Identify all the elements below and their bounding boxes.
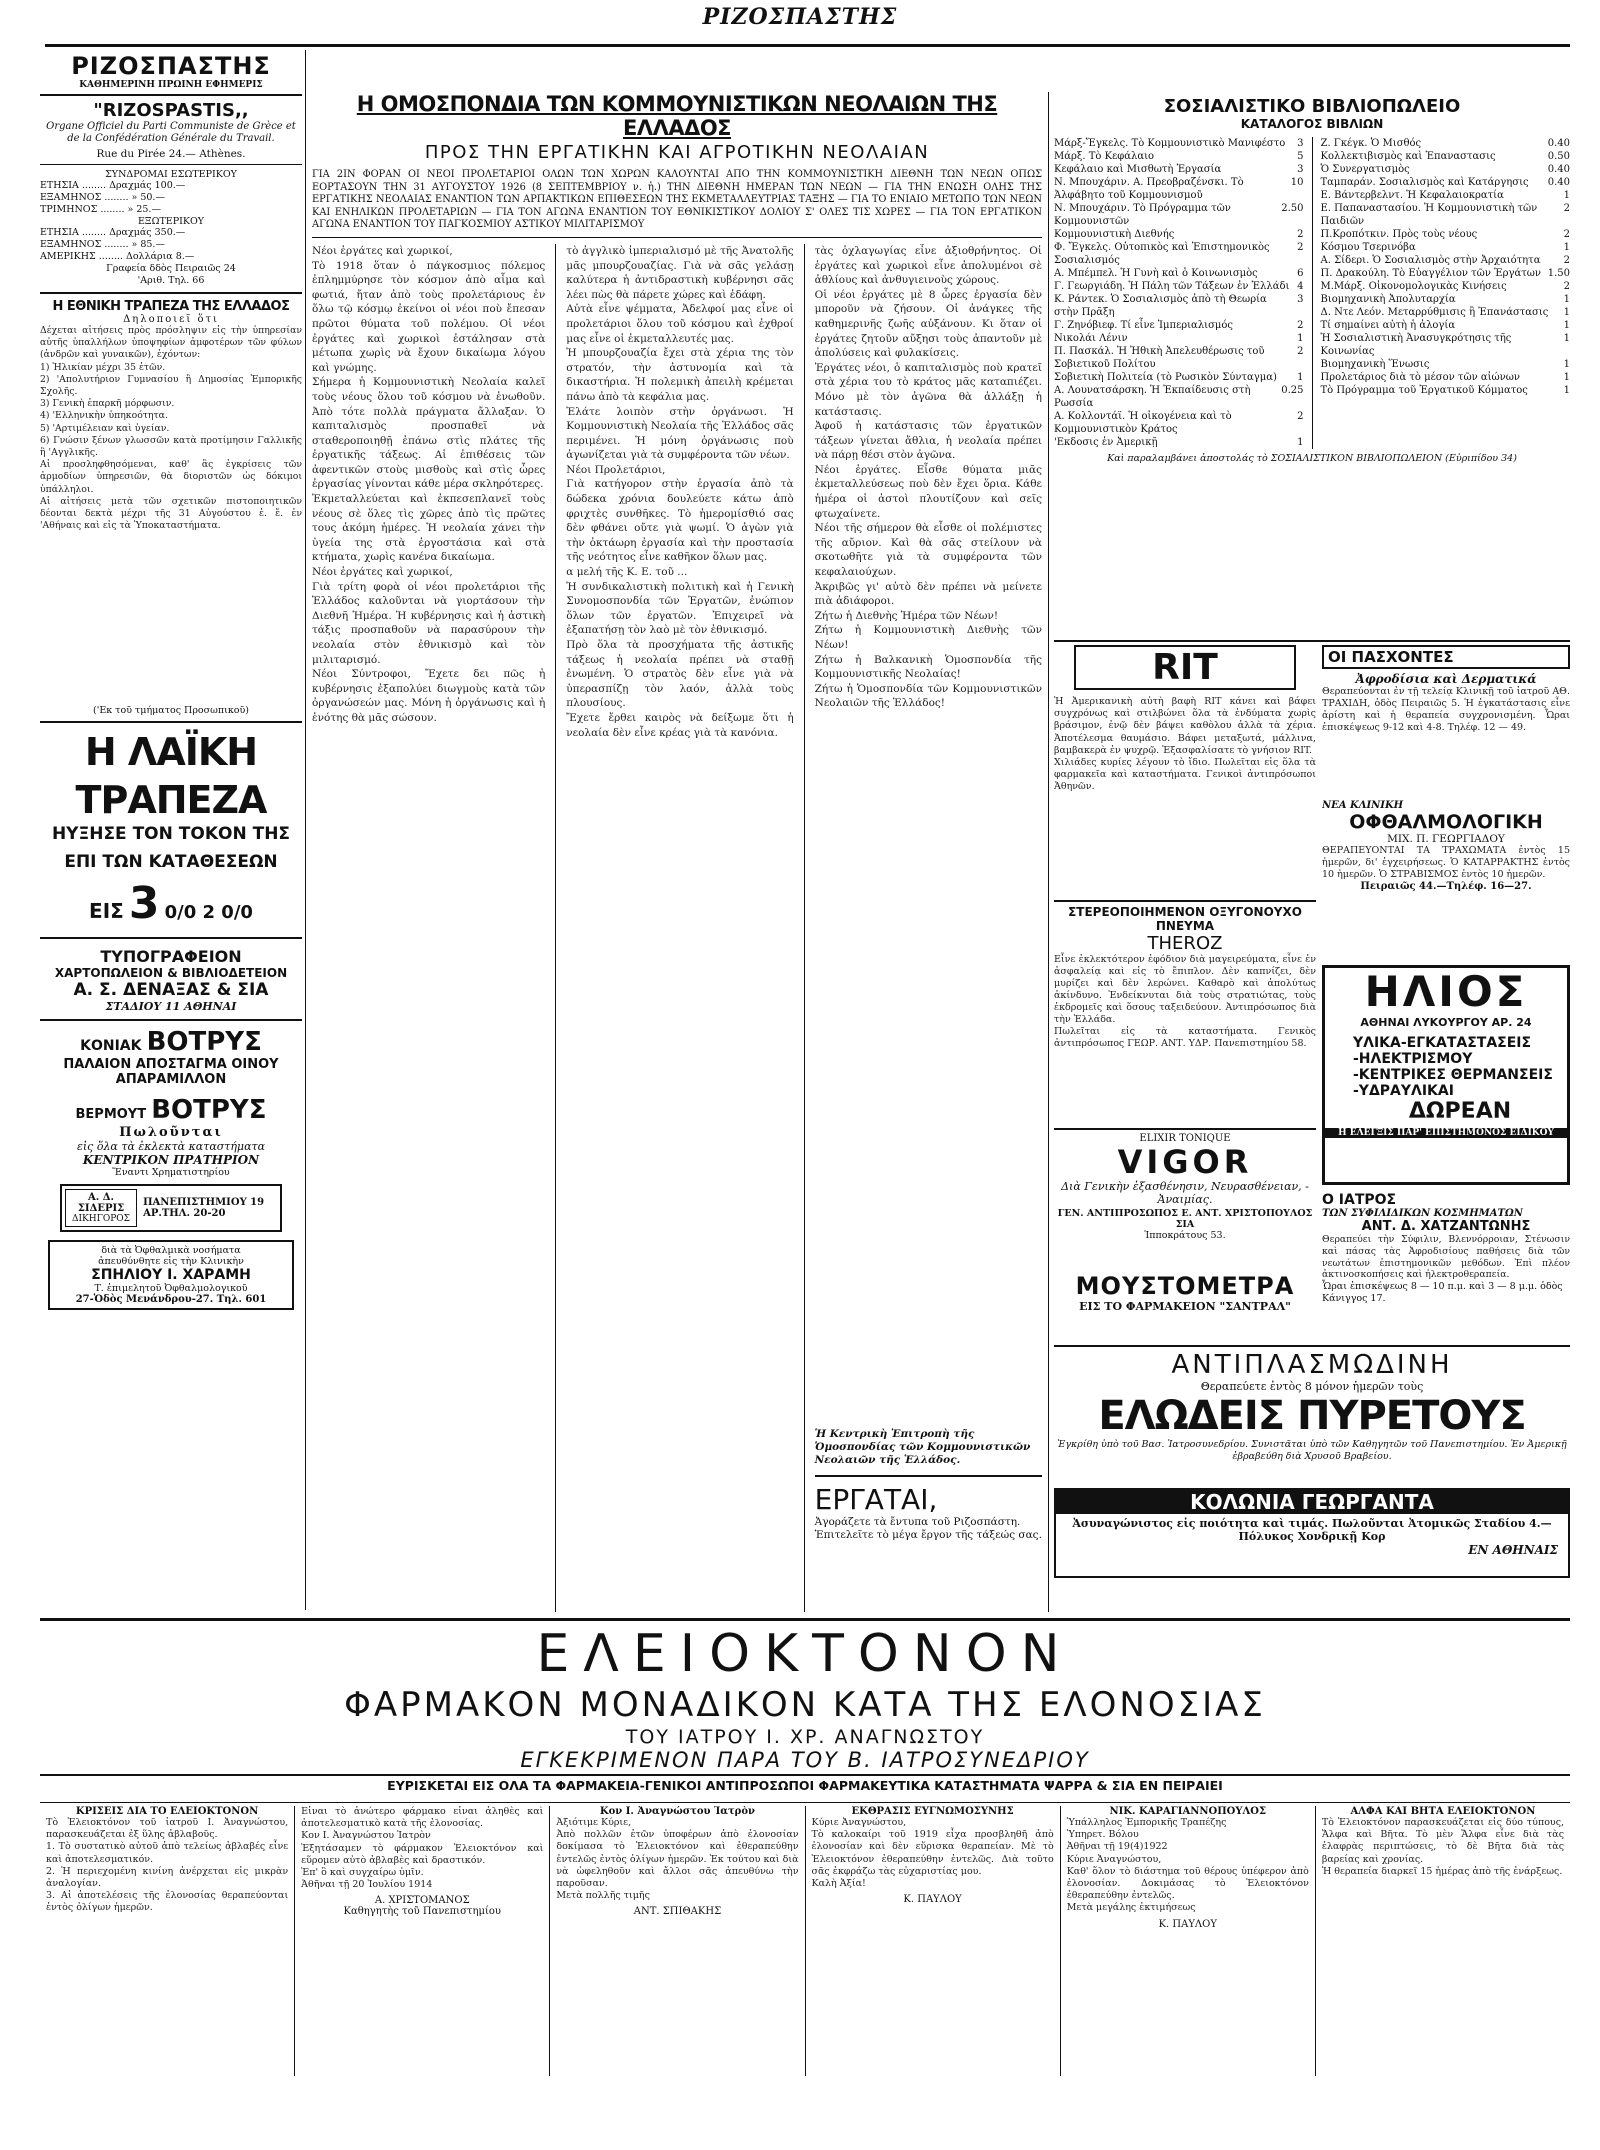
testimonial-column — [805, 1806, 1060, 2076]
book-title: Π. Δρακούλη. Τὸ Εὐαγγέλιον τῶν Ἐργάτων — [1320, 268, 1541, 279]
book-item — [1054, 267, 1304, 280]
book-price: 5 — [1297, 151, 1304, 162]
book-item — [1321, 150, 1571, 163]
book-price: 1 — [1563, 307, 1570, 318]
article-subtitle: ΠΡΟΣ ΤΗΝ ΕΡΓΑΤΙΚΗΝ ΚΑΙ ΑΓΡΟΤΙΚΗΝ ΝΕΟΛΑΙΑΝ — [424, 142, 930, 163]
book-price: 1 — [1563, 333, 1570, 344]
book-price: 3 — [1297, 294, 1304, 305]
sufferers-subtitle: Ἀφροδίσια καὶ Δερματικά — [1355, 672, 1537, 686]
book-list-right — [1321, 137, 1571, 449]
article-lead: ΓΙΑ 2ΙΝ ΦΟΡΑΝ ΟΙ ΝΕΟΙ ΠΡΟΛΕΤΑΡΙΟΙ ΟΛΩΝ ΤΩΝ ΧΩΡΩΝ ΚΑΛΟΥΝΤΑΙ ΑΠΟ ΤΗΝ ΚΟΜΜΟΥΝΙΣΤΙΚΗ ΔΙΕΘΝΗ ΤΩΝ ΝΕΩΝ ΟΠΩΣ ΕΟΡΤΑΣΟΥΝ ΤΗΝ 31 ΑΥΓΟΥΣΤΟΥ 1926 (8 ΣΕΠΤΕΜΒΡΙΟΥ ν. ἡ.) ΤΗΝ ΔΙΕΘΝΗ ΗΜΕΡΑΝ ΤΩΝ ΝΕΩΝ — ΓΙΑ ΤΗΝ ΕΝΩΣΗ ΟΛΗΣ ΤΗΣ ΕΡΓΑΤΙΚΗΣ ΝΕΟΛΑΙΑΣ ΕΝΑΝΤΙΟΝ ΤΩΝ ΑΡΠΑΚΤΙΚΩΝ ΕΠΙΘΕΣΕΩΝ ΤΗΣ ΕΚΜΕΤΑΛΛΕΥΤΡΙΑΣ ΤΑΞΗΣ — ΓΙΑ ΤΟ ΕΝΙΑΙΟ ΜΕΤΩΠΟ ΤΩΝ ΝΕΩΝ ΚΑΙ ΕΝΗΛΙΚΩΝ ΠΡΟΛΕΤΑΡΙΩΝ — ΓΙΑ ΤΟΝ ΑΓΩΝΑ ΕΝΑΝΤΙΟΝ ΤΟΥ ΕΘΝΙΚΙΣΤΙΚΟΥ ΔΟΛΙΟΥ Σ' ΟΛΕΣ ΤΙΣ ΧΩΡΕΣ — ΓΙΑ ΤΟΝ ΕΡΓΑΤΙΚΟΝ ΑΓΩΝΑ ΕΝΑΝΤΙΟΝ ΤΟΥ ΠΑΓΚΟΣΜΙΟΥ ΑΣΤΙΚΟΥ ΜΙΛΙΤΑΡΙΣΜΟΥ — [312, 169, 1042, 238]
ophthalmology-address: Πειραιῶς 44.—Τηλέφ. 16—27. — [1360, 881, 1532, 892]
testimonial-heading: ΝΙΚ. ΚΑΡΑΓΙΑΝΝΟΠΟΥΛΟΣ — [1109, 1806, 1267, 1817]
book-price: 1 — [1297, 372, 1304, 383]
book-item — [1054, 410, 1304, 436]
book-price: 1 — [1563, 190, 1570, 201]
book-price: 0.50 — [1547, 151, 1570, 162]
book-item — [1054, 241, 1304, 267]
book-price: 0.25 — [1281, 385, 1304, 396]
bank-text: Δέχεται αἰτήσεις πρὸς πρόσληψιν εἰς τὴν ὑπηρεσίαν αὐτῆς ὑπαλλήλων ὑποψηφίων ἀμφοτέρων τῶν φύλων (ἀνδρῶν καὶ γυναικῶν), ἐχόντων: 1) Ἡλικίαν μέχρι 35 ἐτῶν. 2) 'Απολυτήριον Γυμνασίου ἢ Δημοσίας Ἐμπορικῆς Σχολῆς. 3) Γενικὴ ἐπαρκῆ μόρφωσιν. 4) 'Ελληνικὴν ὑπηκοότητα. 5) 'Αρτιμέλειαν καὶ ὑγείαν. 6) Γνώσιν ξένων γλωσσῶν κατὰ προτίμησιν Γαλλικῆς ἢ 'Αγγλικῆς. Αἱ προσληφθησόμεναι, καθ' ἃς ἐγκρίσεις τῶν ἀρμοδίων ὑπηρεσιῶν, θὰ διοριστῶν ὡς δόκιμοι ὑπάλληλοι. Αἱ αἰτήσεις μετὰ τῶν σχετικῶν πιστοποιητικῶν δέονται δεκτὰ μέχρι τῆς 31 Αὐγούστου ἐ. ἔ. ἐν 'Αθήναις καὶ εἰς τὰ Ὑποκαταστήματα. — [40, 325, 302, 532]
helios-lines — [1325, 1035, 1567, 1124]
book-price: 10 — [1290, 177, 1304, 188]
testimonial-signature: Κ. ΠΑΥΛΟΥ — [1158, 1918, 1217, 1930]
oxygen-ad — [1054, 900, 1316, 1120]
lawyer-title: ΔΙΚΗΓΟΡΟΣ — [72, 1214, 131, 1224]
helios-footer: Η ΕΛΕΓΞΙΣ ΠΑΡ' ΕΠΙΣΤΗΜΟΝΟΣ ΕΙΔΙΚΟΥ — [1325, 1128, 1567, 1138]
book-title: Α. Λουνατσάρσκη. Ἡ Ἐκπαίδευσις στὴ Ρωσσία — [1054, 385, 1251, 409]
antispasmodic-ad — [1054, 1350, 1570, 1480]
book-title: Ὁ Συνεργατισμὸς — [1320, 164, 1410, 175]
article-col-3: τὰς ὀχλαγωγίας εἶνε ἀξιοθρήνητος. Οἱ ἐργάτες καὶ χωρικοὶ εἶνε ἀπολυμένοι σὲ ἀθλίους καὶ ἀνθυγιεινοὺς χώρους. Οἱ νέοι ἐργάτες μὲ 8 ὧρες ἐργασία δὲν μποροῦν νὰ ζήσουν. Οἱ ἀνάγκες τῆς καθημερινῆς ζωῆς αὐξάνουν. Κι ὅταν οἱ ἐργάτες ζητοῦν αὔξησι τοὺς ἀπαντοῦν μὲ ἀπολύσεις καὶ φυλακίσεις. Ἐργάτες νέοι, ὁ καπιταλισμὸς ποὺ κρατεῖ στὰ χέρια του τὸ κράτος μᾶς καταπιέζει. Μόνο μὲ τὸν ἀγῶνα θὰ ἀλλάξῃ ἡ κατάστασις. Ἀφοῦ ἡ κατάστασις τῶν ἐργατικῶν τάξεων γίνεται ἄθλια, ἡ νεολαία πρέπει νὰ πάρῃ θέσι στὸν ἀγῶνα. Νέοι ἐργάτες. Εἶσθε θύματα μιᾶς ἐκμεταλλεύσεως ποὺ δὲν ἔχει ὅρια. Κάθε ἡμέρα οἱ ἀστοὶ πλουτίζουν καὶ σεῖς φτωχαίνετε. Νέοι τῆς σήμερον θὰ εἶσθε οἱ πολέμιστες τῆς αὔριον. Καὶ θὰ σᾶς στείλουν νὰ σκοτωθῆτε γιὰ τὰ συμφέροντα τῶν κεφαλαιούχων. Ἀκριβῶς γι' αὐτὸ δὲν πρέπει νὰ μείνετε πιὰ ἀδιάφοροι. Ζήτω ἡ Διεθνὴς Ἡμέρα τῶν Νέων! Ζήτω ἡ Κομμουνιστικὴ Διεθνὴς τῶν Νέων! Ζήτω ἡ Βαλκανικὴ Ὁμοσπονδία τῆς Κομμουνιστικῆς Νεολαίας! Ζήτω ἡ Ὁμοσπονδία τῶν Κομμουνιστικῶν Νεολαιῶν τῆς Ἑλλάδος! — [814, 244, 1042, 710]
book-item — [1054, 280, 1304, 293]
article-title: Η ΟΜΟΣΠΟΝΔΙΑ ΤΩΝ ΚΟΜΜΟΥΝΙΣΤΙΚΩΝ ΝΕΟΛΑΙΩΝ ΤΗΣ ΕΛΛΑΔΟΣ — [356, 92, 998, 140]
bookstore-rule — [1054, 640, 1570, 642]
bottom-rule-top — [40, 1618, 1570, 1621]
bank-sub: Δηλοποιεῖ ὅτι — [123, 314, 219, 325]
book-price: 2.50 — [1281, 203, 1304, 214]
vigor-ad — [1054, 1128, 1316, 1268]
vigor-elixir: ELIXIR TONIQUE — [1139, 1133, 1231, 1144]
eye-line1: διὰ τὰ Ὀφθαλμικὰ νοσήματα — [101, 1245, 241, 1256]
testimonial-column — [1060, 1806, 1315, 2076]
vermouth-sold: Πωλοῦνται — [119, 1125, 223, 1140]
helios-address: ΑΘΗΝΑΙ ΛΥΚΟΥΡΓΟΥ ΑΡ. 24 — [1360, 1016, 1532, 1029]
book-title: Βιομηχανικὴ Ἀπολυταρχία — [1320, 294, 1456, 305]
header-rule — [45, 44, 1570, 47]
book-price: 0.40 — [1547, 138, 1570, 149]
popular-bank-line2: ΕΠΙ ΤΩΝ ΚΑΤΑΘΕΣΕΩΝ — [64, 852, 278, 872]
book-price: 0.40 — [1547, 177, 1570, 188]
book-price: 2 — [1297, 346, 1304, 357]
cologne-title: ΚΟΛΩΝΙΑ ΓΕΩΡΓΑΝΤΑ — [1056, 1490, 1568, 1514]
masthead-title: ΡΙΖΟΣΠΑΣΤΗΣ — [71, 52, 271, 80]
bottom-rule-mid — [40, 1802, 1570, 1803]
popular-bank-line1: ΗΥΞΗΣΕ ΤΟΝ ΤΟΚΟΝ ΤΗΣ — [51, 824, 291, 844]
helios-line: -ΥΔΡΑΥΛΙΚΑΙ — [1353, 1083, 1454, 1099]
bookstore-footer: Καὶ παραλαμβάνει ἀποστολάς τὸ ΣΟΣΙΑΛΙΣΤΙΚΟΝ ΒΙΒΛΙΟΠΩΛΕΙΟΝ (Εὐριπίδου 34) — [1107, 453, 1517, 464]
testimonial-heading: ΕΚΘΡΑΣΙΣ ΕΥΓΝΩΜΟΣΥΝΗΣ — [851, 1806, 1014, 1817]
printing-title: ΤΥΠΟΓΡΑΦΕΙΟΝ — [100, 947, 242, 966]
book-item — [1321, 228, 1571, 241]
testimonial-column — [294, 1806, 549, 2076]
rate-prefix: ΕΙΣ — [89, 899, 124, 923]
antispasmodic-title: ΑΝΤΙΠΛΑΣΜΩΔΙΝΗ — [1171, 1350, 1453, 1380]
elioktonon-availability: ΕΥΡΙΣΚΕΤΑΙ ΕΙΣ ΟΛΑ ΤΑ ΦΑΡΜΑΚΕΙΑ-ΓΕΝΙΚΟΙ ΑΝΤΙΠΡΟΣΩΠΟΙ ΦΑΡΜΑΚΕΥΤΙΚΑ ΚΑΤΑΣΤΗΜΑΤΑ ΨΑΡΡΑ & ΣΙΑ ΕΝ ΠΕΙΡΑΙΕΙ — [387, 1778, 1223, 1793]
book-item — [1054, 384, 1304, 410]
book-price: 2 — [1297, 320, 1304, 331]
rit-text: Ἡ Ἀμερικανικὴ αὐτὴ βαφὴ RIT κάνει καὶ βάφει συγχρόνως καὶ στιλβώνει ὅλα τὰ ἐνδύματα χωρὶς βράσιμον, ἐνῷ δὲν βάψει καθὸλου ἀλλὰ τὰ χέρια. Ἀποτέλεσμα θαυμάσιο. Βάφει μεταξωτά, μάλλινα, βαμβακερὰ ἐν ψυχρῷ. Ἐξασφαλίσατε τὸ γνήσιον RIT. Χιλιάδες κυρίες λέγουν τὸ ἴδιο. Πωλεῖται εἰς ὅλα τὰ φαρμακεῖα καὶ καταστήματα. Γενικοὶ ἀντιπρόσωποι Ἀθηνῶν. — [1054, 696, 1316, 793]
book-title: Ε. Βάντερβελντ. Ἡ Κεφαλαιοκρατία — [1320, 190, 1504, 201]
testimonial-body: Εἶναι τὸ ἀνώτερο φάρμακο εἶναι ἀληθὲς καὶ ἀποτελεσματικὸ κατὰ τῆς ἐλονοσίας. Κον Ι. Ἀναγνώστου Ἰατρὸν Ἐξητάσαμεν τὸ φάρμακον Ἐλειοκτόνον καὶ εὕρομεν αὐτὸ ἀβλαβὲς καὶ δραστικόν. Ἐπ' ὃ καὶ συγχαίρω ὑμῖν. Ἀθῆναι τῇ 20 Ἰουλίου 1914 — [301, 1806, 544, 1891]
elioktonon-banner — [40, 1624, 1570, 1799]
helios-line: ΔΩΡΕΑΝ — [1408, 1099, 1512, 1124]
subscriptions-domestic: ΕΤΗΣΙΑ ........ Δραχμάς 100.— ΕΞΑΜΗΝΟΣ ........ » 50.— ΤΡΙΜΗΝΟΣ ........ » 25.— — [40, 180, 186, 215]
testimonial-body: Ὑπάλληλος Ἐμπορικῆς Τραπέζης Ὑπηρετ. Βόλου Ἀθῆναι τῇ 19(4)1922 Κύριε Ἀναγνώστου, Καθ' ὅλον τὸ διάστημα τοῦ θέρους ὑπέφερον ἀπὸ ἐλονοσίαν. Δοκιμάσας τὸ Ἐλειοκτόνον ἐθεραπεύθην ἐντελῶς. Μετὰ μεγάλης ἐκτιμήσεως — [1066, 1817, 1309, 1914]
article-signature: Ἡ Κεντρικὴ Ἐπιτροπὴ τῆς Ὁμοσπονδίας τῶν Κομμουνιστικῶν Νεολαιῶν τῆς Ἑλλάδος. — [814, 1427, 1031, 1466]
book-item — [1321, 384, 1571, 397]
subscriptions-foreign-heading: ΕΞΩΤΕΡΙΚΟΥ — [137, 216, 205, 227]
book-title: Μ.Μάρξ. Οἰκονομολογικὰς Κινήσεις — [1320, 281, 1507, 292]
new-clinic: ΝΕΑ ΚΛΙΝΙΚΗ — [1322, 800, 1404, 811]
book-title: Δ. Ντε Λεόν. Μεταρρύθμισις ἢ Ἐπανάστασις — [1320, 307, 1549, 318]
book-price: 2 — [1297, 229, 1304, 240]
oxygen-title: ΣΤΕΡΕΟΠΟΙΗΜΕΝΟΝ ΟΞΥΓΟΝΟΥΧΟ ΠΝΕΥΜΑ — [1068, 905, 1302, 933]
book-title: Κολλεκτιβισμὸς καὶ Ἐπαναστασις — [1320, 151, 1496, 162]
vermouth-brand: ΒΟΤΡΥΣ — [151, 1095, 267, 1125]
testimonial-column — [549, 1806, 804, 2076]
book-title: Βιομηχανικὴ Ἕνωσις — [1320, 359, 1430, 370]
article-col-2: τὸ ἀγγλικὸ ἱμπεριαλισμό μὲ τῆς Ἀνατολῆς μᾶς μπουρζουαζίας. Γιὰ νὰ σᾶς γελάσῃ καλύτερα ἡ ἀντιδραστικὴ κυβέρνησι σᾶς λέει πὼς θὰ πάρετε χώρες καὶ ἐδάφη. Αὐτὰ εἶνε ψέμματα, Ἀδελφοί μας εἶνε οἱ προλετάριοι ὅλου τοῦ κόσμου καὶ ἐχθροί μας εἶνε οἱ ἐκμεταλλευτές μας. Ἡ μπουρζουαζία ἔχει στὰ χέρια της τὸν στρατόν, τὴν ἀστυνομία καὶ τὰ δικαστήρια. Ἡ πολεμικὴ ἀπειλὴ κρέμεται πάνω ἀπὸ τὰ κεφάλια μας. Ἐλάτε λοιπὸν στὴν ὀργάνωσι. Ἡ Κομμουνιστικὴ Νεολαία τῆς Ἑλλάδος σᾶς περιμένει. Ἡ μόνη ὀργάνωσις ποὺ ἀγωνίζεται γιὰ τὰ συμφέροντα τῶν νέων. Νέοι Προλετάριοι, Γιὰ κατήγορον στὴν ἐργασία ἀπὸ τὰ δώδεκα χρόνια δουλεύετε κάτω ἀπὸ φριχτὲς συνθῆκες. Τὸ ἡμερομίσθιό σας δὲν φθάνει οὔτε γιὰ ψωμί. Ὁ ἀγὼν γιὰ τὴν ὀκτάωρη ἐργασία καὶ τὴν προστασία τῆς νεότητος εἶνε καθῆκον ὅλων μας. α μελή τῆς Κ. Ε. τοῦ ... Ἡ συνδικαλιστικὴ πολιτικὴ καὶ ἡ Γενικὴ Συνομοσπονδία τῶν Ἐργατῶν, ἐνώπιον ὅλων τῶν ἐργατῶν. Ἐπιχειρεῖ νὰ ἐξαπατήσῃ τὸν λαὸ μὲ τὸν ἐθνικισμό. Πρὸ ὅλα τὰ προσχήματα τῆς ἀστικῆς τάξεως ἡ νεολαία πρέπει νὰ σταθῇ ἑνωμένη. Ὁ στρατὸς δὲν εἶνε γιὰ νὰ ὑπερασπίζῃ τὸν λαόν, ἀλλὰ τοὺς πλουσίους. Ἔχετε ἔρθει καιρὸς νὰ δείξωμε ὅτι ἡ νεολαία δὲν εἶνε κρέας γιὰ τὰ κανόνια. — [566, 244, 794, 739]
testimonial-body: Κύριε Ἀναγνώστου, Τὸ καλοκαίρι τοῦ 1919 εἶχα προσβληθῆ ἀπὸ ἐλονοσίαν καὶ δὲν εὕρισκα θεραπείαν. Μὲ τὸ Ἐλειοκτόνον ἐθεραπεύθην ἐντελῶς. Διὰ τοῦτο σᾶς ἐκφράζω τὰς εὐχαριστίας μου. Καλὴ Ἀξία! — [811, 1817, 1054, 1890]
lawyer-addr: ΠΑΝΕΠΙΣΤΗΜΙΟΥ 19 ΑΡ.ΤΗΛ. 20-20 — [143, 1197, 265, 1219]
testimonials-row — [40, 1806, 1570, 2076]
book-price: 1 — [1297, 333, 1304, 344]
helios-line: -ΗΛΕΚΤΡΙΣΜΟΥ — [1353, 1051, 1473, 1067]
bank-heading: Η ΕΘΝΙΚΗ ΤΡΑΠΕΖΑ ΤΗΣ ΕΛΛΑΔΟΣ — [52, 299, 290, 314]
eye-addr: 27-Ὁδὸς Μενάνδρου-27. Τηλ. 601 — [75, 1294, 267, 1305]
book-title: Π.Κροπότκιν. Πρὸς τοὺς νέους — [1320, 229, 1478, 240]
main-article — [312, 92, 1042, 1612]
book-title: Α. Κολλοντάϊ. Ἡ οἰκογένεια καὶ τὸ Κομμουνιστικὸν Κράτος — [1054, 411, 1232, 435]
address-line: Rue du Pirée 24.— Athènes. — [96, 148, 246, 160]
oxygen-brand: THEROZ — [1147, 933, 1223, 954]
popular-bank-rate — [40, 878, 302, 929]
vigor-text: Διὰ Γενικὴν ἐξασθένησιν, Νευρασθένειαν, - Ἀναιμίας. — [1061, 1180, 1309, 1206]
book-title: Φ. Ἔγκελς. Οὐτοπικὸς καὶ Ἐπιστημονικὸς Σοσιαλισμός — [1054, 242, 1270, 266]
divider-left — [305, 50, 306, 1610]
book-price: 3 — [1297, 164, 1304, 175]
vigor-brand: VIGOR — [1117, 1143, 1253, 1181]
book-item — [1054, 176, 1304, 202]
book-price: 1 — [1563, 242, 1570, 253]
testimonial-column — [1315, 1806, 1570, 2076]
book-item — [1321, 202, 1571, 228]
book-item — [1054, 228, 1304, 241]
book-title: Ταμπαράν. Σοσιαλισμὸς καὶ Κατάργησις — [1320, 177, 1529, 188]
book-title: Γ. Ζηνόβιεφ. Τί εἶνε Ἱμπεριαλισμός — [1054, 320, 1234, 331]
mustometra-text: ΕΙΣ ΤΟ ΦΑΡΜΑΚΕΙΟΝ "ΣΑΝΤΡΑΛ" — [1079, 1300, 1291, 1313]
book-item — [1321, 176, 1571, 189]
bookstore-title: ΣΟΣΙΑΛΙΣΤΙΚΟ ΒΙΒΛΙΟΠΩΛΕΙΟ — [1163, 96, 1461, 117]
book-item — [1321, 280, 1571, 293]
book-title: Α. Μπέμπελ. Ἡ Γυνὴ καὶ ὁ Κοινωνισμὸς — [1054, 268, 1258, 279]
book-list-left — [1054, 137, 1304, 449]
book-price: 1 — [1563, 359, 1570, 370]
sufferers-title: ΟΙ ΠΑΣΧΟΝΤΕΣ — [1322, 645, 1570, 669]
alt-title: "RIZOSPASTIS,, — [93, 100, 249, 121]
doctor-ad — [1322, 1192, 1570, 1342]
doctor-hours: Ὧραι ἐπισκέψεως 8 — 10 π.μ. καὶ 3 — 8 μ.μ. ὁδὸς Κάνιγγος 17. — [1322, 1281, 1563, 1305]
bookstore-panel — [1054, 96, 1570, 636]
book-item — [1054, 436, 1304, 449]
book-title: Ν. Μπουχάριν. Τὸ Πρόγραμμα τῶν Κομμουνιστῶν — [1054, 203, 1231, 227]
book-item — [1321, 267, 1571, 280]
rit-title: RIT — [1074, 645, 1296, 690]
book-item — [1321, 358, 1571, 371]
bank-footer: ('Εκ τοῦ τμήματος Προσωπικοῦ) — [93, 705, 249, 716]
testimonial-signature: Κ. ΠΑΥΛΟΥ — [903, 1894, 962, 1906]
workers-ad-title: ΕΡΓΑΤΑΙ, — [814, 1482, 938, 1516]
book-title: Κομμουνιστικὴ Διεθνής — [1054, 229, 1175, 240]
helios-line: -ΚΕΝΤΡΙΚΕΣ ΘΕΡΜΑΝΣΕΙΣ — [1353, 1067, 1553, 1083]
mustometra-title: ΜΟΥΣΤΟΜΕΤΡΑ — [1075, 1272, 1295, 1300]
doctor-subtitle: ΤΩΝ ΣΥΦΙΛΙΔΙΚΩΝ ΚΟΣΜΗΜΑΤΩΝ — [1322, 1208, 1523, 1219]
elioktonon-doctor: ΤΟΥ ΙΑΤΡΟΥ Ι. ΧΡ. ΑΝΑΓΝΩΣΤΟΥ — [625, 1726, 985, 1748]
eye-line3: Τ. ἐπιμελητοῦ Ὀφθαλμολογικοῦ — [94, 1283, 248, 1294]
elioktonon-title: ΕΛΕΙΟΚΤΟΝΟΝ — [536, 1624, 1074, 1684]
book-price: 6 — [1297, 268, 1304, 279]
printing-addr: ΣΤΑΔΙΟΥ 11 ΑΘΗΝΑΙ — [105, 1000, 237, 1013]
rate-big: 3 — [128, 878, 160, 929]
subscriptions-foreign: ΕΤΗΣΙΑ ........ Δραχμάς 350.— ΕΞΑΜΗΝΟΣ ........ » 85.— ΑΜΕΡΙΚΗΣ ........ Δολλάρια 8.— — [40, 227, 195, 262]
book-title: Γ. Γεωργιάδη. Ἡ Πάλη τῶν Τάξεων ἐν Ἑλλάδι — [1054, 281, 1290, 292]
testimonial-body: Τὸ Ἐλειοκτόνον τοῦ ἰατροῦ Ι. Ἀναγνώστου, παρασκευάζεται ἐξ ὕλης ἀβλαβοῦς. 1. Τὸ συστατικὸ αὐτοῦ ἀπὸ τελείως ἀβλαβές εἶνε καὶ ἀποτελεσματικόν. 2. Ἡ περιεχομένη κινίνη ἀνέρχεται εἰς μικρὰν ἀναλογίαν. 3. Αἱ ἀποτελέσεις τῆς ἐλονοσίας θεραπεύονται ἐντὸς ὀλίγων ἡμερῶν. — [46, 1817, 289, 1914]
book-item — [1321, 306, 1571, 319]
masthead-subtitle: ΚΑΘΗΜΕΡΙΝΗ ΠΡΩΙΝΗ ΕΦΗΜΕΡΙΣ — [79, 80, 263, 90]
testimonial-column — [40, 1806, 294, 2076]
helios-title: ΗΛΙΟΣ — [1364, 967, 1528, 1016]
book-price: 1 — [1563, 385, 1570, 396]
rule-right-2 — [1054, 1345, 1570, 1347]
book-price: 0.40 — [1547, 164, 1570, 175]
vermouth-sold-line: εἰς ὅλα τὰ ἐκλεκτὰ καταστήματα — [76, 1140, 266, 1153]
helios-line: ΥΛΙΚΑ-ΕΓΚΑΤΑΣΤΑΣΕΙΣ — [1353, 1035, 1532, 1051]
cognac-ad — [40, 1027, 302, 1057]
mustometra-ad — [1054, 1272, 1316, 1332]
book-price: 1 — [1563, 320, 1570, 331]
book-item — [1321, 319, 1571, 332]
doctor-title: Ο ΙΑΤΡΟΣ — [1322, 1192, 1397, 1208]
book-title: Μάρξ. Τὸ Κεφάλαιο — [1054, 151, 1155, 162]
testimonial-heading: Κον Ι. Ἀναγνώστου Ἰατρὸν — [599, 1806, 755, 1817]
testimonial-body: Τὸ Ἐλειοκτόνον παρασκευάζεται εἰς δύο τύπους, Ἄλφα καὶ Βῆτα. Τὸ μὲν Ἄλφα εἶνε διὰ τὰς ἐλαφρὰς περιπτώσεις, τὸ δὲ Βῆτα διὰ τὰς βαρείας καὶ χρονίας. Ἡ θεραπεία διαρκεῖ 15 ἡμέρας ἀπὸ τῆς ἐνάρξεως. — [1321, 1817, 1565, 1877]
book-title: Ε. Παπαναστασίου. Ἡ Κομμουνιστικὴ τῶν Παιδιῶν — [1320, 203, 1538, 227]
book-price: 2 — [1297, 411, 1304, 422]
printing-name: Α. Σ. ΔΕΝΑΞΑΣ & ΣΙΑ — [73, 980, 269, 1000]
book-price: 3 — [1297, 138, 1304, 149]
doctor-name: ΑΝΤ. Δ. ΧΑΤΖΑΝΤΩΝΗΣ — [1361, 1219, 1531, 1234]
book-item — [1054, 332, 1304, 345]
book-item — [1321, 241, 1571, 254]
cognac-brand: ΒΟΤΡΥΣ — [146, 1027, 262, 1057]
book-item — [1054, 345, 1304, 371]
testimonial-heading: ΑΛΦΑ ΚΑΙ ΒΗΤΑ ΕΛΕΙΟΚΤΟΝΟΝ — [1350, 1806, 1536, 1817]
eye-name: ΣΠΗΛΙΟΥ Ι. ΧΑΡΑΜΗ — [91, 1267, 251, 1283]
lawyer-box — [60, 1184, 282, 1232]
cognac-line2: ΑΠΑΡΑΜΙΛΛΟΝ — [115, 1072, 227, 1087]
book-item — [1054, 163, 1304, 176]
testimonial-signature: ΑΝΤ. ΣΠΙΘΑΚΗΣ — [633, 1906, 722, 1918]
eye-line2: ἀπευθύνθητε εἰς τὴν Κλινικὴν — [98, 1256, 244, 1267]
rate-suffix: 0/0 2 0/0 — [164, 902, 253, 923]
testimonial-heading: ΚΡΙΣΕΙΣ ΔΙΑ ΤΟ ΕΛΕΙΟΚΤΟΝΟΝ — [75, 1806, 259, 1817]
vermouth-ad — [40, 1095, 302, 1125]
book-title: 'Εκδοσις ἐν Ἀμερικῇ — [1054, 437, 1158, 448]
vermouth-central: ΚΕΝΤΡΙΚΟΝ ΠΡΑΤΗΡΙΟΝ — [82, 1153, 260, 1167]
book-title: Α. Σίδερι. Ὁ Σοσιαλισμὸς στὴν Ἀρχαιότητα — [1320, 255, 1541, 266]
book-item — [1321, 137, 1571, 150]
article-col-1: Νέοι ἐργάτες καὶ χωρικοί, Τὸ 1918 ὅταν ὁ πάγκοσμιος πόλεμος ἐπλημμύρησε τὸν κόσμον ἀπὸ αἷμα καὶ φωτιά, ἤταν ἀπὸ τοὺς προλετάριους ἐν ὅλω τῷ κόσμῳ ἐκείνοι οἱ νέοι ποὺ ἔπεσαν πρῶτοι θύματα τοῦ πολέμου. Οἱ νέοι ἐργάτες καὶ χωρικοὶ ἐστάλησαν στὰ μέτωπα χωρὶς νὰ ἔχουν δικαίωμα λόγου καὶ γνώμης. Σήμερα ἡ Κομμουνιστικὴ Νεολαία καλεῖ τοὺς νέους ὅλου τοῦ κόσμου νὰ ἑνωθοῦν. Ἀπὸ τότε πολλὰ πράγματα ἄλλαξαν. Ὁ καπιταλισμὸς προσπαθεῖ νὰ σταθεροποιηθῇ ἐπάνω στὶς πλάτες τῆς ἐργατικῆς τάξεως. Αἱ ἐπιθέσεις τῶν ἀφεντικῶν στοὺς μισθοὺς καὶ στὶς ὧρες ἐργασίας γίνονται κάθε μέρα σκληρότερες. Ἐκμεταλλεύεται καὶ ἐκπεσεπλανεῖ τοὺς νέους σὲ ὅλες τὶς χῶρες ἀπὸ τὶς πρῶτες τους ἀκόμη ἡμέρες. Ἡ νεολαία χάνει τὴν ὑγεία της στὰ ἐργοστάσια καὶ στὰ κτήματα, χωρὶς κανένα δικαίωμα. Νέοι ἐργάτες καὶ χωρικοί, Γιὰ τρίτη φορὰ οἱ νέοι προλετάριοι τῆς Ἑλλάδος καλοῦνται νὰ γιορτάσουν τὴν Διεθνῆ Ἡμέρα. Ἡ κυβέρνησις καὶ ἡ ἀστικὴ τάξις προσπαθοῦν νὰ παρασύρουν τὴν νεολαία στὸν ἐθνικισμὸ καὶ τὸν μιλιταρισμό. Νέοι Σύντροφοι, Ἔχετε δει πῶς ἡ κυβέρνησις ἐξαπολύει διωγμοὺς κατὰ τῶν ὀργανώσεών μας. Μόνη ἡ ὀργάνωσις καὶ ἡ ἑνότης θὰ μᾶς σώσουν. — [312, 244, 546, 724]
book-price: 2 — [1563, 203, 1570, 214]
cologne-ad — [1054, 1488, 1570, 1578]
book-price: 1 — [1563, 372, 1570, 383]
printing-line: ΧΑΡΤΟΠΩΛΕΙΟΝ & ΒΙΒΛΙΟΔΕΤΕΙΟΝ — [54, 966, 288, 980]
book-item — [1321, 163, 1571, 176]
eye-clinic-box — [48, 1240, 294, 1310]
divider-right — [1048, 92, 1049, 1612]
book-price: 2 — [1563, 255, 1570, 266]
book-item — [1321, 189, 1571, 202]
page-header: ΡΙΖΟΣΠΑΣΤΗΣ — [702, 4, 898, 30]
bookstore-subtitle: ΚΑΤΑΛΟΓΟΣ ΒΙΒΛΙΩΝ — [1240, 117, 1384, 131]
ophthalmology-doctor: ΜΙΧ. Π. ΓΕΩΡΓΙΑΔΟΥ — [1387, 833, 1505, 845]
book-title: Τί σημαίνει αὐτὴ ἡ ἀλογία — [1320, 320, 1456, 331]
workers-ad-text: Ἀγοράζετε τὰ ἔντυπα τοῦ Ριζοσπάστη. Ἐπιτελεῖτε τὸ μέγα ἔργον τῆς τάξεώς σας. — [814, 1515, 1042, 1541]
rit-ad — [1054, 645, 1316, 895]
book-price: 1.50 — [1547, 268, 1570, 279]
helios-ad — [1322, 965, 1570, 1185]
sufferers-ad — [1322, 645, 1570, 795]
book-item — [1321, 332, 1571, 358]
sufferers-text: Θεραπεύονται ἐν τῇ τελείᾳ Κλινικῇ τοῦ ἰατροῦ ΑΘ. ΤΡΑΧΙΔΗ, ὁδὸς Πειραιῶς 5. Ἡ ἐγκατάστασις εἶνε ἀρίστη καὶ ἡ θεραπεία συγχρονισμένη. Ὧραι ἐπισκέψεως 9-12 καὶ 4-8. Τηλέφ. 12 — 49. — [1322, 686, 1570, 733]
book-title: Ν. Μπουχάριν. Α. Πρεοβραζένσκι. Τὸ Ἀλφάβητο τοῦ Κομμουνισμοῦ — [1054, 177, 1244, 201]
ophthalmology-text: ΘΕΡΑΠΕΥΟΝΤΑΙ ΤΑ ΤΡΑΧΩΜΑΤΑ ἐντὸς 15 ἡμερῶν, δι' ἐγχειρήσεως. Ὁ ΚΑΤΑΡΡΑΚΤΗΣ ἐντὸς 10 ἡμερῶν. Ὁ ΣΤΡΑΒΙΣΜΟΣ ἐντὸς 10 ἡμερῶν. — [1322, 845, 1570, 880]
cologne-text: Ἀσυναγώνιστος εἰς ποιότητα καὶ τιμάς. Πωλοῦνται Ἀτομικῶς Σταδίου 4.— Πόλυκος Χονδρικῇ Κορ — [1072, 1517, 1552, 1543]
cologne-footer: ΕΝ ΑΘΗΝΑΙΣ — [1468, 1543, 1558, 1557]
book-item — [1054, 293, 1304, 319]
elioktonon-approved: ΕΓΚΕΚΡΙΜΕΝΟΝ ΠΑΡΑ ΤΟΥ Β. ΙΑΤΡΟΣΥΝΕΔΡΙΟΥ — [40, 1748, 1570, 1776]
book-title: Μάρξ-Ἔγκελς. Τὸ Κομμουνιστικὸ Μανιφέστο — [1054, 138, 1286, 149]
subscriptions-heading: ΣΥΝΔΡΟΜΑΙ ΕΣΩΤΕΡΙΚΟΥ — [105, 169, 237, 180]
testimonial-body: Ἀξιότιμε Κύριε, Ἀπὸ πολλῶν ἐτῶν ὑποφέρων ἀπὸ ἐλονοσίαν δοκίμασα τὸ Ἐλειοκτόνον καὶ ἐθεραπεύθην ἐντελῶς ἐντὸς ὀλίγων ἡμερῶν. Ἐκ τούτου καὶ διὰ νὰ ὠφεληθοῦν καὶ ἄλλοι σᾶς ἀπευθύνω τὴν παροῦσαν. Μετὰ πολλῆς τιμῆς — [556, 1817, 799, 1902]
vermouth-central-sub: Ἔναντι Χρηματιστηρίου — [112, 1167, 230, 1178]
book-price: 4 — [1297, 281, 1304, 292]
book-title: Νικολάι Λένιν — [1054, 333, 1128, 344]
antispasmodic-subtitle: Θεραπεύετε ἐντὸς 8 μόνον ἡμερῶν τοὺς — [1200, 1380, 1424, 1393]
book-title: Π. Πασκάλ. Ἡ Ἠθικὴ Ἀπελευθέρωσις τοῦ Σοβιετικοῦ Πολίτου — [1054, 346, 1265, 370]
book-item — [1054, 371, 1304, 384]
offices: Γραφεία δδὸς Πειραιῶς 24 'Αριθ. Τηλ. 66 — [106, 263, 236, 286]
book-title: Ἡ Σοσιαλιστικὴ Ἀνασυγκρότησις τῆς Κοινωνίας — [1320, 333, 1512, 357]
ophthalmology-ad — [1322, 800, 1570, 960]
left-column — [40, 50, 302, 1600]
cognac-line: ΠΑΛΑΙΟΝ ΑΠΟΣΤΑΓΜΑ ΟΙΝΟΥ — [63, 1057, 279, 1072]
organ-line: Organe Officiel du Parti Communiste de Grèce et de la Confédération Générale du Travail. — [46, 121, 296, 144]
book-title: Ζ. Γκέγκ. Ὁ Μισθός — [1320, 138, 1422, 149]
book-item — [1054, 150, 1304, 163]
antispasmodic-big: ΕΛΩΔΕΙΣ ΠΥΡΕΤΟΥΣ — [1098, 1393, 1526, 1439]
book-item — [1321, 371, 1571, 384]
vermouth-label: ΒΕΡΜΟΥΤ — [75, 1107, 147, 1122]
ophthalmology-title: ΟΦΘΑΛΜΟΛΟΓΙΚΗ — [1349, 811, 1543, 833]
book-item — [1054, 137, 1304, 150]
book-title: Προλετάριος διὰ τὸ μέσον τῶν αἰώνων — [1320, 372, 1520, 383]
testimonial-signature: Α. ΧΡΙΣΤΟΜΑΝΟΣ Καθηγητὴς τοῦ Πανεπιστημίου — [343, 1895, 501, 1918]
vigor-agent: ΓΕΝ. ΑΝΤΙΠΡΟΣΩΠΟΣ Ε. ΑΝΤ. ΧΡΙΣΤΟΠΟΥΛΟΣ ΣΙΑ — [1057, 1208, 1313, 1230]
book-item — [1321, 293, 1571, 306]
book-price: 1 — [1297, 437, 1304, 448]
book-item — [1054, 202, 1304, 228]
book-title: Κεφάλαιο καὶ Μισθωτὴ Ἐργασία — [1054, 164, 1222, 175]
doctor-text: Θεραπεύει τὴν Σύφιλιν, Βλεννόρροιαν, Στένωσιν καὶ πάσας τὰς Ἀφροδισίους παθήσεις διὰ τῶν νεωτάτων ἐπιστημονικῶν μεθόδων. Ἐπὶ πλέον ἀκτινοσκοπήσεις καὶ ἠλεκτροθεραπεία. — [1322, 1234, 1570, 1281]
book-price: 2 — [1563, 281, 1570, 292]
elioktonon-subtitle: ΦΑΡΜΑΚΟΝ ΜΟΝΑΔΙΚΟΝ ΚΑΤΑ ΤΗΣ ΕΛΟΝΟΣΙΑΣ — [344, 1685, 1266, 1725]
book-item — [1054, 319, 1304, 332]
popular-bank-title: Η ΛΑΪΚΗ ΤΡΑΠΕΖΑ — [75, 730, 267, 822]
book-title: Κόσμου Τσερινόβα — [1320, 242, 1416, 253]
book-price: 2 — [1297, 242, 1304, 253]
vigor-agent-addr: Ἱπποκράτους 53. — [1144, 1230, 1226, 1241]
book-title: Κ. Ράντεκ. Ὁ Σοσιαλισμὸς ἀπὸ τὴ Θεωρία στὴν Πρᾶξη — [1054, 294, 1267, 318]
book-title: Τὸ Πρόγραμμα τοῦ Ἐργατικοῦ Κόμματος — [1320, 385, 1528, 396]
lawyer-name: Α. Δ. ΣΙΔΕΡΙΣ — [77, 1192, 125, 1214]
book-item — [1321, 254, 1571, 267]
cognac-label: ΚΟΝΙΑΚ — [80, 1038, 142, 1054]
book-price: 1 — [1563, 294, 1570, 305]
oxygen-text: Εἶνε ἐκλεκτότερον ἐφόδιον διὰ μαγειρεύματα, εἶνε ἐν ἀσφαλείᾳ καὶ εἰς τὸ ἔπιπλον. Δὲν καπνίζει, δὲν μυρίζει καὶ δὲν λερώνει. Καθαρὸ καὶ ἀπολύτως ἀκίνδυνο. Ἐνδείκνυται διὰ τοὺς στρατιώτας, τοὺς ἐκδρομεῖς καὶ ὅσους ταξειδεύουν. Ἀντιπρόσωπος διὰ τὴν Ἑλλάδα. Πωλεῖται εἰς τὰ καταστήματα. Γενικὸς ἀντιπρόσωπος ΓΕΩΡ. ΑΝΤ. ΥΔΡ. Πανεπιστημίου 58. — [1054, 954, 1316, 1049]
book-title: Σοβιετικὴ Πολιτεία (τὸ Ρωσικὸν Σύνταγμα) — [1054, 372, 1277, 383]
book-price: 2 — [1563, 229, 1570, 240]
antispasmodic-text: Ἐγκρίθη ὑπὸ τοῦ Βασ. Ἰατροσυνεδρίου. Συνιστᾶται ὑπὸ τῶν Καθηγητῶν τοῦ Πανεπιστημίου. Ἐν Ἀμερικῇ ἐβραβεύθη διὰ Χρυσοῦ Βραβείου. — [1057, 1439, 1567, 1462]
